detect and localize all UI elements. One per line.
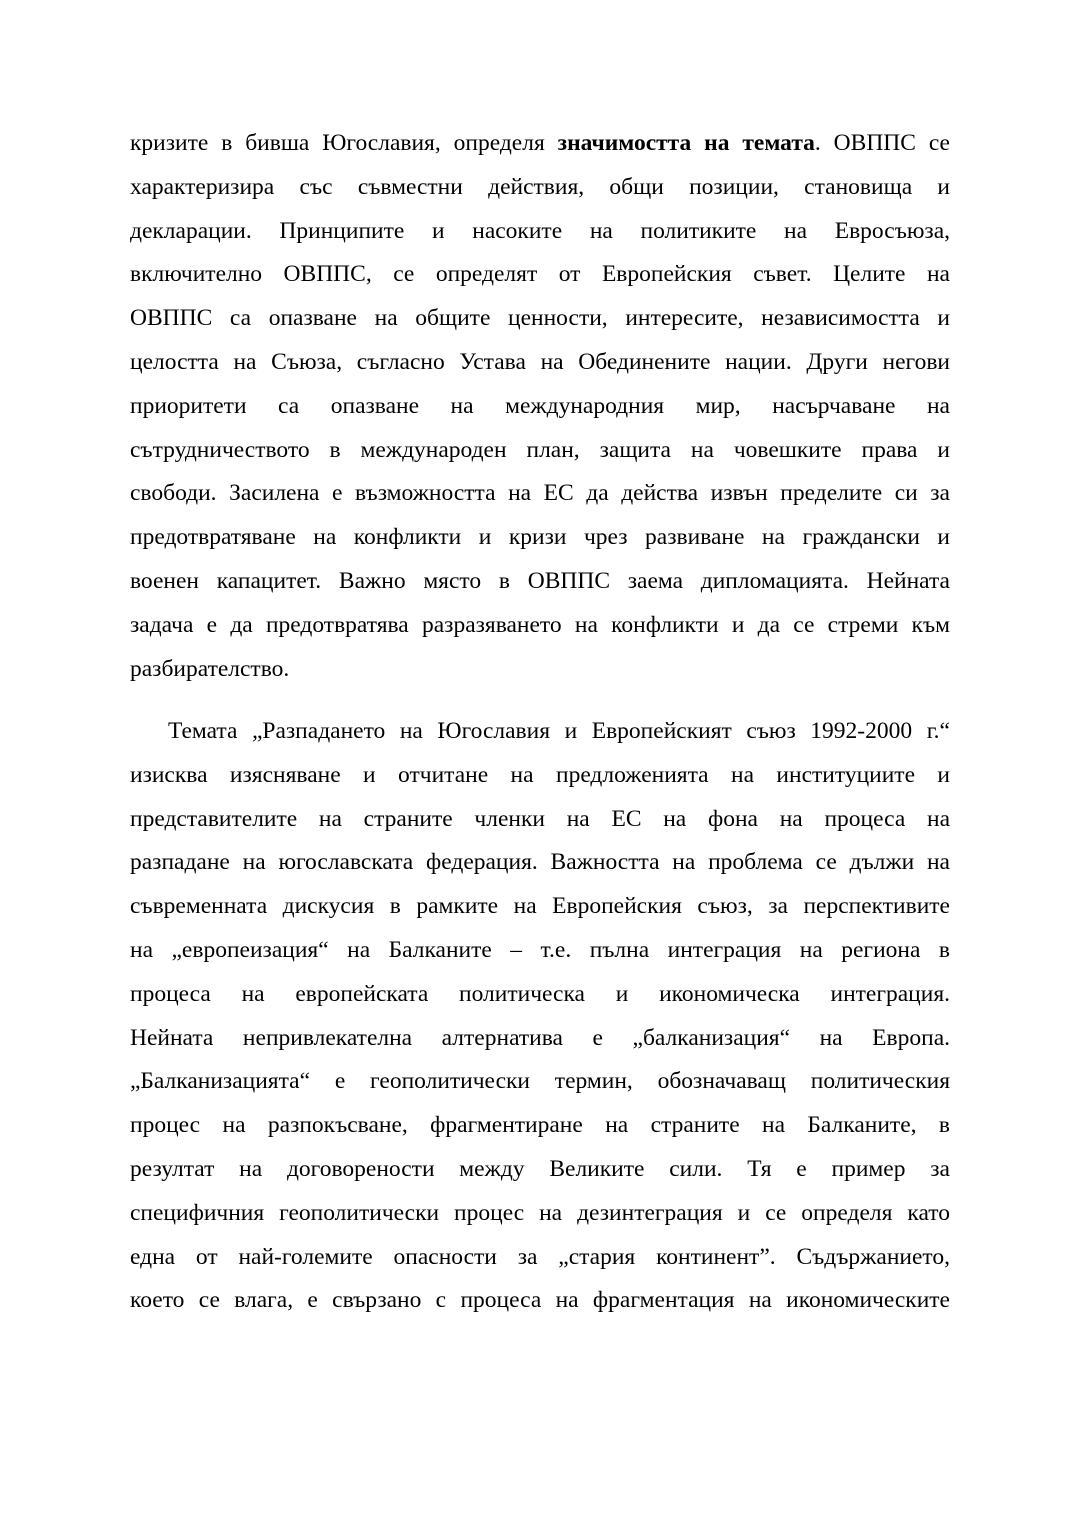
text-line: специфичния геополитически процес на дезинтеграция и се определя като xyxy=(130,1199,950,1226)
text-line xyxy=(130,122,950,166)
text-line: една от най-големите опасности за „стария континент”. Съдържанието, xyxy=(130,1243,950,1270)
text-line: съвременната дискусия в рамките на Европейския съюз, за перспективите xyxy=(130,893,950,920)
text-line: представителите на страните членки на ЕС на фона на процеса на xyxy=(130,805,950,832)
text-line: резултат на договорености между Великите сили. Тя е пример за xyxy=(130,1155,950,1182)
text-line: военен капацитет. Важно място в ОВППС заема дипломацията. Нейната xyxy=(130,567,950,594)
text-line: на „европеизация“ на Балканите – т.е. пълна интеграция на региона в xyxy=(130,936,950,963)
text-line: разбирателство. xyxy=(130,655,290,682)
text-line: сътрудничеството в международен план, защита на човешките права и xyxy=(130,436,950,463)
text-line: изисква изясняване и отчитане на предложенията на институциите и xyxy=(130,761,950,788)
text-line: приоритети са опазване на международния мир, насърчаване на xyxy=(130,392,950,419)
paragraph-2 xyxy=(130,710,950,1323)
text-line: включително ОВППС, се определят от Европейския съвет. Целите на xyxy=(130,261,950,288)
text-run: . ОВППС се xyxy=(814,130,950,156)
paragraph-1 xyxy=(130,122,950,691)
text-line: разпадане на югославската федерация. Важността на проблема се дължи на xyxy=(130,849,950,876)
text-line: процеса на европейската политическа и икономическа интеграция. xyxy=(130,980,950,1007)
text-line: предотвратяване на конфликти и кризи чрез развиване на граждански и xyxy=(130,524,950,551)
text-run: кризите в бивша Югославия, определя xyxy=(130,130,558,156)
text-line: което се влага, е свързано с процеса на фрагментация на икономическите xyxy=(130,1287,950,1314)
text-line: целостта на Съюза, съгласно Устава на Обединените нации. Други негови xyxy=(130,348,950,375)
text-line: Нейната непривлекателна алтернатива е „балканизация“ на Европа. xyxy=(130,1024,950,1051)
text-line: ОВППС са опазване на общите ценности, интересите, независимостта и xyxy=(130,305,950,332)
text-line: „Балканизацията“ е геополитически термин, обозначаващ политическия xyxy=(130,1068,950,1095)
text-line: задача е да предотвратява разразяването на конфликти и да се стреми към xyxy=(130,611,950,638)
text-line: свободи. Засилена е възможността на ЕС да действа извън пределите си за xyxy=(130,480,950,507)
text-line: процес на разпокъсване, фрагментиране на страните на Балканите, в xyxy=(130,1112,950,1139)
text-line: характеризира със съвместни действия, общи позиции, становища и xyxy=(130,173,950,200)
text-line: декларации. Принципите и насоките на политиките на Евросъюза, xyxy=(130,217,950,244)
emphasized-text: значимостта на темата xyxy=(557,130,815,156)
text-line: Темата „Разпадането на Югославия и Европейският съюз 1992-2000 г.“ xyxy=(168,718,950,744)
